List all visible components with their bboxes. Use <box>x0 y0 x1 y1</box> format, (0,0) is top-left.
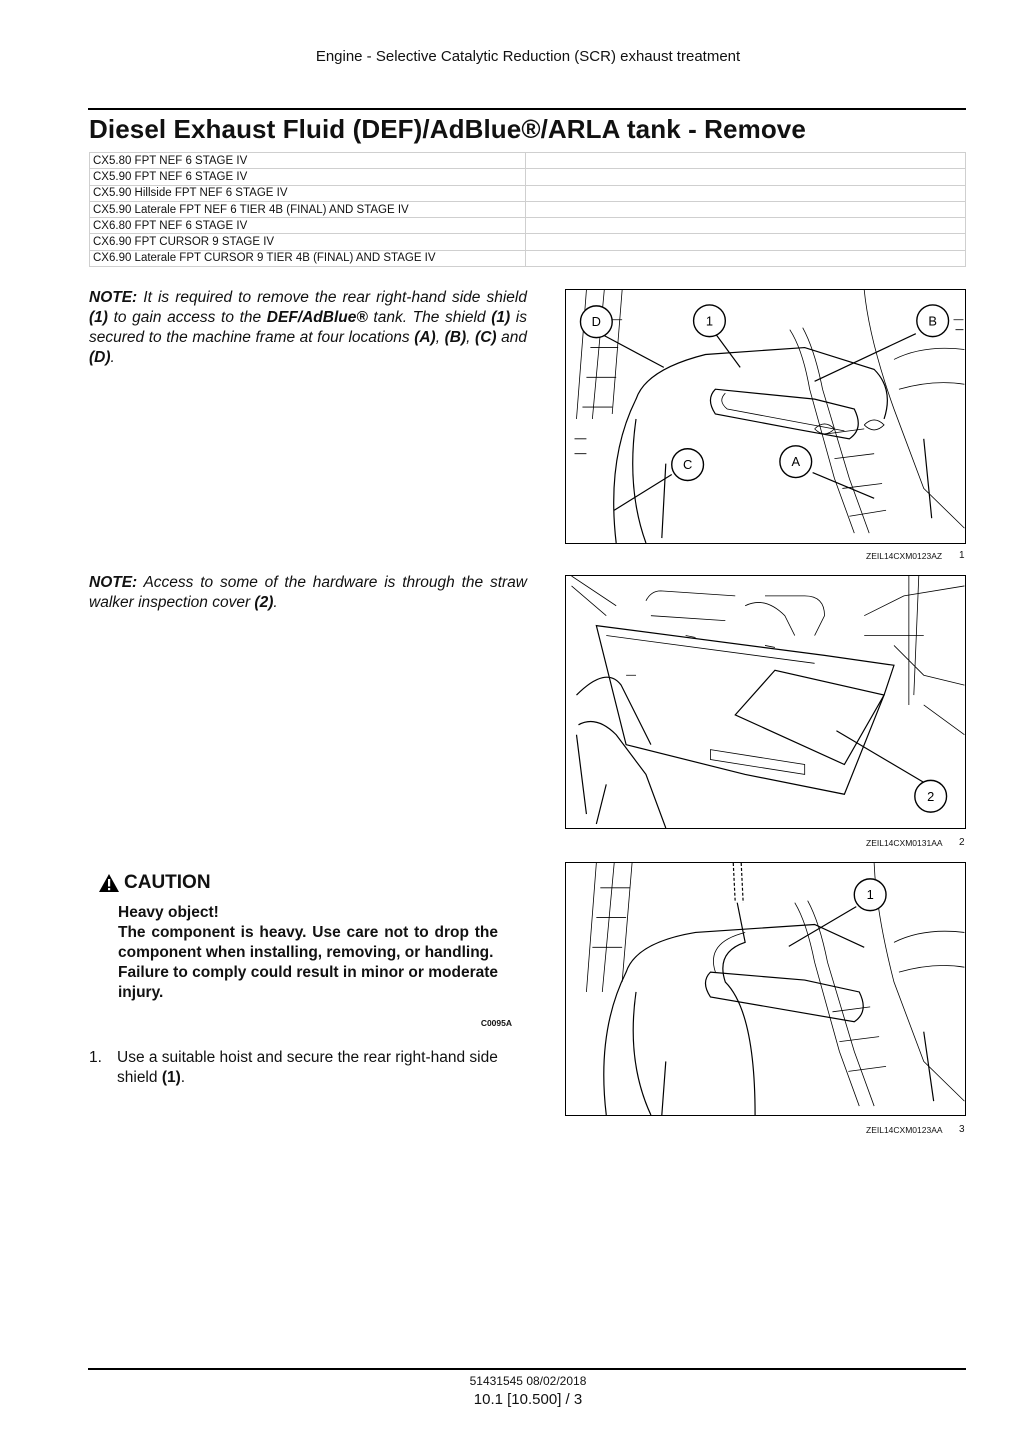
inspection-cover-illustration <box>566 576 965 828</box>
callout-d <box>580 306 612 338</box>
leader-line-1 <box>715 334 740 368</box>
figure-2-inspection-cover <box>565 575 966 829</box>
footer-doc-code: 51431545 08/02/2018 <box>469 1374 587 1388</box>
figure-2-code: ZEIL14CXM0131AA <box>866 838 943 848</box>
table-row <box>90 218 966 234</box>
header-rule <box>88 108 966 110</box>
step-number: 1. <box>89 1049 102 1066</box>
running-header: Engine - Selective Catalytic Reduction (SCR) exhaust treatment <box>315 48 741 65</box>
svg-text:1: 1 <box>866 887 874 903</box>
figure-1-number: 1 <box>959 550 965 561</box>
table-row <box>90 185 966 201</box>
table-row <box>90 153 966 169</box>
figure-3-hoist <box>565 862 966 1116</box>
footer-page-number: 10.1 [10.500] / 3 <box>473 1391 583 1408</box>
shield-illustration <box>566 290 965 543</box>
figure-1-code: ZEIL14CXM0123AZ <box>866 551 943 561</box>
model-cell: CX6.90 FPT CURSOR 9 STAGE IV <box>90 234 526 250</box>
figure-3-number: 3 <box>959 1124 965 1135</box>
model-cell: CX5.90 Laterale FPT NEF 6 TIER 4B (FINAL) AND STAGE IV <box>90 201 526 217</box>
callout-b <box>917 305 949 337</box>
hoist-illustration <box>566 863 965 1115</box>
callout-1 <box>854 879 886 911</box>
table-row <box>90 250 966 266</box>
caution-code: C0095A <box>480 1018 512 1028</box>
page-title: Diesel Exhaust Fluid (DEF)/AdBlue®/ARLA tank - Remove <box>89 114 806 144</box>
model-cell: CX6.80 FPT NEF 6 STAGE IV <box>90 218 526 234</box>
svg-text:2: 2 <box>927 788 935 804</box>
models-table <box>89 152 966 267</box>
leader-line-b <box>815 334 916 382</box>
leader-line-d <box>604 336 664 368</box>
table-row <box>90 169 966 185</box>
model-cell: CX5.90 FPT NEF 6 STAGE IV <box>90 169 526 185</box>
footer-rule <box>88 1368 966 1370</box>
callout-c <box>672 449 704 481</box>
step-text: Use a suitable hoist and secure the rear right-hand side shield (1). <box>117 1049 498 1086</box>
procedure-step-1 <box>89 1048 529 1088</box>
figure-1-shield-locations <box>565 289 966 544</box>
model-cell: CX6.90 Laterale FPT CURSOR 9 TIER 4B (FINAL) AND STAGE IV <box>90 250 526 266</box>
caution-box <box>98 872 518 1028</box>
callout-a <box>780 446 812 478</box>
note-inspection-cover: NOTE: Access to some of the hardware is through the straw walker inspection cover (2). <box>89 574 527 611</box>
svg-text:D: D <box>591 314 601 330</box>
callout-1 <box>694 305 726 337</box>
figure-2-number: 2 <box>959 837 965 848</box>
note-shield-removal: NOTE: It is required to remove the rear right-hand side shield (1) to gain access to the DEF/AdBlue® tank. The shield (1) is secured to the machine frame at four locations (A), (B), (C) and (D). <box>89 289 528 366</box>
svg-text:B: B <box>928 313 937 329</box>
warning-triangle-icon <box>98 873 120 893</box>
model-cell: CX5.90 Hillside FPT NEF 6 STAGE IV <box>90 185 526 201</box>
figure-3-code: ZEIL14CXM0123AA <box>866 1125 943 1135</box>
svg-text:1: 1 <box>705 313 714 329</box>
caution-heading: CAUTION <box>98 872 518 894</box>
model-cell: CX5.80 FPT NEF 6 STAGE IV <box>90 153 526 169</box>
svg-text:C: C <box>682 457 693 473</box>
table-row <box>90 201 966 217</box>
caution-text: Heavy object! The component is heavy. Use care not to drop the component when installing, removing, or handling. Failure to comply could result in minor or moderate injury. <box>118 904 498 1001</box>
svg-text:A: A <box>791 454 801 470</box>
callout-2 <box>915 780 947 812</box>
table-row <box>90 234 966 250</box>
